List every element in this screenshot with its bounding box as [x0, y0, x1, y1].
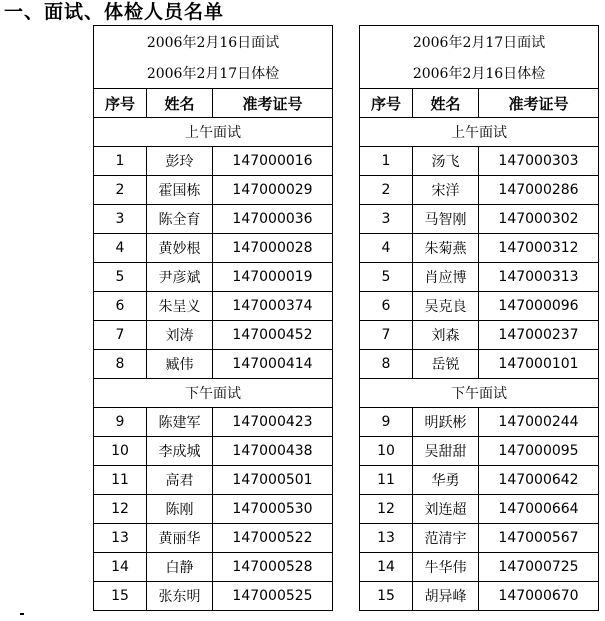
candidate-name: 马智刚: [413, 205, 479, 234]
candidate-name: 陈刚: [147, 495, 213, 524]
exam-id: 147000016: [213, 147, 333, 176]
row-number: 1: [360, 147, 413, 176]
exam-id: 147000313: [479, 263, 599, 292]
candidate-name: 岳锐: [413, 350, 479, 379]
row-number: 8: [94, 350, 147, 379]
table-row: [94, 553, 333, 582]
exam-id: 147000525: [213, 582, 333, 611]
candidate-name: 朱菊燕: [413, 234, 479, 263]
table-row: [94, 263, 333, 292]
row-number: 9: [94, 408, 147, 437]
candidate-name: 刘连超: [413, 495, 479, 524]
exam-id: 147000664: [479, 495, 599, 524]
table-row: [94, 321, 333, 350]
candidate-name: 刘森: [413, 321, 479, 350]
exam-id: 147000096: [479, 292, 599, 321]
row-number: 14: [94, 553, 147, 582]
row-number: 11: [360, 466, 413, 495]
candidate-name: 李成城: [147, 437, 213, 466]
exam-id: 147000414: [213, 350, 333, 379]
exam-id: 147000036: [213, 205, 333, 234]
date-line: 2006年2月17日面试: [360, 26, 599, 58]
candidate-name: 霍国栋: [147, 176, 213, 205]
row-number: 6: [94, 292, 147, 321]
table-row: [360, 292, 599, 321]
section-header: 下午面试: [94, 379, 333, 408]
exam-id: 147000530: [213, 495, 333, 524]
table-row: [94, 582, 333, 611]
row-number: 5: [360, 263, 413, 292]
exam-id: 147000725: [479, 553, 599, 582]
table-row: [360, 234, 599, 263]
exam-id: 147000237: [479, 321, 599, 350]
row-number: 7: [94, 321, 147, 350]
row-number: 7: [360, 321, 413, 350]
candidate-name: 黄丽华: [147, 524, 213, 553]
header-row: [94, 89, 333, 118]
column-header: 准考证号: [479, 89, 599, 118]
table-row: [360, 176, 599, 205]
table-row: [94, 524, 333, 553]
candidate-name: 牛华伟: [413, 553, 479, 582]
candidate-name: 刘涛: [147, 321, 213, 350]
exam-id: 147000670: [479, 582, 599, 611]
candidate-name: 明跃彬: [413, 408, 479, 437]
exam-id: 147000302: [479, 205, 599, 234]
column-header: 准考证号: [213, 89, 333, 118]
table-row: [94, 350, 333, 379]
row-number: 12: [94, 495, 147, 524]
exam-id: 147000452: [213, 321, 333, 350]
candidate-name: 黄妙根: [147, 234, 213, 263]
row-number: 3: [360, 205, 413, 234]
table-row: [94, 234, 333, 263]
exam-id: 147000095: [479, 437, 599, 466]
row-number: 5: [94, 263, 147, 292]
row-number: 14: [360, 553, 413, 582]
row-number: 11: [94, 466, 147, 495]
table-row: [94, 495, 333, 524]
column-header: 序号: [94, 89, 147, 118]
date-line: 2006年2月16日面试: [94, 26, 333, 58]
schedule-table-right: [359, 25, 599, 611]
table-row: [360, 147, 599, 176]
table-row: [94, 408, 333, 437]
candidate-name: 臧伟: [147, 350, 213, 379]
table-row: [94, 176, 333, 205]
table-row: [360, 495, 599, 524]
exam-id: 147000642: [479, 466, 599, 495]
table-row: [360, 553, 599, 582]
exam-id: 147000423: [213, 408, 333, 437]
section-header: 上午面试: [360, 118, 599, 147]
candidate-name: 尹彦斌: [147, 263, 213, 292]
row-number: 3: [94, 205, 147, 234]
row-number: 10: [360, 437, 413, 466]
row-number: 12: [360, 495, 413, 524]
candidate-name: 白静: [147, 553, 213, 582]
candidate-name: 肖应博: [413, 263, 479, 292]
row-number: 15: [94, 582, 147, 611]
candidate-name: 高君: [147, 466, 213, 495]
table-row: [94, 205, 333, 234]
candidate-name: 陈建军: [147, 408, 213, 437]
row-number: 4: [94, 234, 147, 263]
exam-id: 147000019: [213, 263, 333, 292]
row-number: 13: [360, 524, 413, 553]
table-row: [94, 292, 333, 321]
exam-id: 147000567: [479, 524, 599, 553]
candidate-name: 宋洋: [413, 176, 479, 205]
page-title: 一、面试、体检人员名单: [4, 1, 225, 23]
table-row: [360, 263, 599, 292]
table-row: [94, 437, 333, 466]
column-header: 姓名: [147, 89, 213, 118]
exam-id: 147000101: [479, 350, 599, 379]
candidate-name: 张东明: [147, 582, 213, 611]
section-header: 上午面试: [94, 118, 333, 147]
candidate-name: 汤飞: [413, 147, 479, 176]
exam-id: 147000028: [213, 234, 333, 263]
row-number: 6: [360, 292, 413, 321]
date-line: 2006年2月16日体检: [360, 57, 599, 89]
row-number: 9: [360, 408, 413, 437]
table-row: [360, 205, 599, 234]
table-row: [94, 147, 333, 176]
table-row: [360, 350, 599, 379]
candidate-name: 吴甜甜: [413, 437, 479, 466]
date-line: 2006年2月17日体检: [94, 57, 333, 89]
row-number: 8: [360, 350, 413, 379]
table-row: [360, 524, 599, 553]
table-row: [360, 437, 599, 466]
exam-id: 147000029: [213, 176, 333, 205]
exam-id: 147000438: [213, 437, 333, 466]
table-row: [360, 466, 599, 495]
candidate-name: 范清宇: [413, 524, 479, 553]
row-number: 1: [94, 147, 147, 176]
row-number: 2: [360, 176, 413, 205]
row-number: 10: [94, 437, 147, 466]
column-header: 序号: [360, 89, 413, 118]
section-header: 下午面试: [360, 379, 599, 408]
exam-id: 147000244: [479, 408, 599, 437]
exam-id: 147000374: [213, 292, 333, 321]
candidate-name: 华勇: [413, 466, 479, 495]
candidate-name: 彭玲: [147, 147, 213, 176]
exam-id: 147000501: [213, 466, 333, 495]
table-row: [360, 582, 599, 611]
schedule-table-left: [93, 25, 333, 611]
exam-id: 147000303: [479, 147, 599, 176]
row-number: 4: [360, 234, 413, 263]
header-row: [360, 89, 599, 118]
column-header: 姓名: [413, 89, 479, 118]
row-number: 15: [360, 582, 413, 611]
candidate-name: 朱呈义: [147, 292, 213, 321]
exam-id: 147000528: [213, 553, 333, 582]
page-mark: [20, 613, 24, 615]
table-row: [360, 408, 599, 437]
exam-id: 147000312: [479, 234, 599, 263]
exam-id: 147000286: [479, 176, 599, 205]
table-row: [94, 466, 333, 495]
table-row: [360, 321, 599, 350]
row-number: 13: [94, 524, 147, 553]
row-number: 2: [94, 176, 147, 205]
exam-id: 147000522: [213, 524, 333, 553]
candidate-name: 吴克良: [413, 292, 479, 321]
candidate-name: 陈全育: [147, 205, 213, 234]
candidate-name: 胡异峰: [413, 582, 479, 611]
